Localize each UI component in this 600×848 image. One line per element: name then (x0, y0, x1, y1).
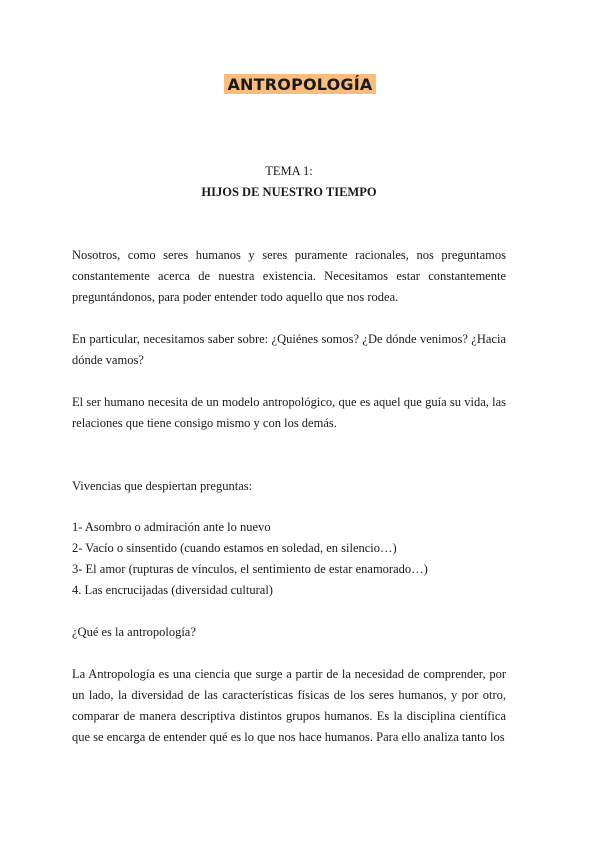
paragraph-questions: En particular, necesitamos saber sobre: ¿Quiénes somos? ¿De dónde venimos? ¿Hacia dónde vamos? (72, 332, 506, 367)
list-item: 2- Vacío o sinsentido (cuando estamos en soledad, en silencio…) (72, 541, 397, 555)
section-question: ¿Qué es la antropología? (72, 625, 196, 639)
paragraph-definition: La Antropología es una ciencia que surge a partir de la necesidad de comprender, por un lado, la diversidad de las características físicas de los seres humanos, y por otro, comparar de manera descriptiva distintos grupos humanos. Es la disciplina científica que se encarga de entender qué es lo que nos hace humanos. Para ello analiza tanto los (72, 667, 506, 744)
document-title: ANTROPOLOGÍA (224, 74, 375, 94)
list-item: 1- Asombro o admiración ante lo nuevo (72, 520, 271, 534)
experiences-heading: Vivencias que despiertan preguntas: (72, 479, 253, 493)
list-item: 4. Las encrucijadas (diversidad cultural) (72, 583, 273, 597)
paragraph-model: El ser humano necesita de un modelo antropológico, que es aquel que guía su vida, las relaciones que tiene consigo mismo y con los demás. (72, 395, 506, 430)
paragraph-intro: Nosotros, como seres humanos y seres puramente racionales, nos preguntamos constantemente acerca de nuestra existencia. Necesitamos estar constantemente preguntándonos, para poder entender todo aquello que nos rodea. (72, 248, 506, 304)
topic-title: HIJOS DE NUESTRO TIEMPO (201, 185, 377, 199)
title-block (0, 74, 600, 95)
list-item: 3- El amor (rupturas de vínculos, el sentimiento de estar enamorado…) (72, 562, 428, 576)
topic-number: TEMA 1: (265, 164, 313, 178)
